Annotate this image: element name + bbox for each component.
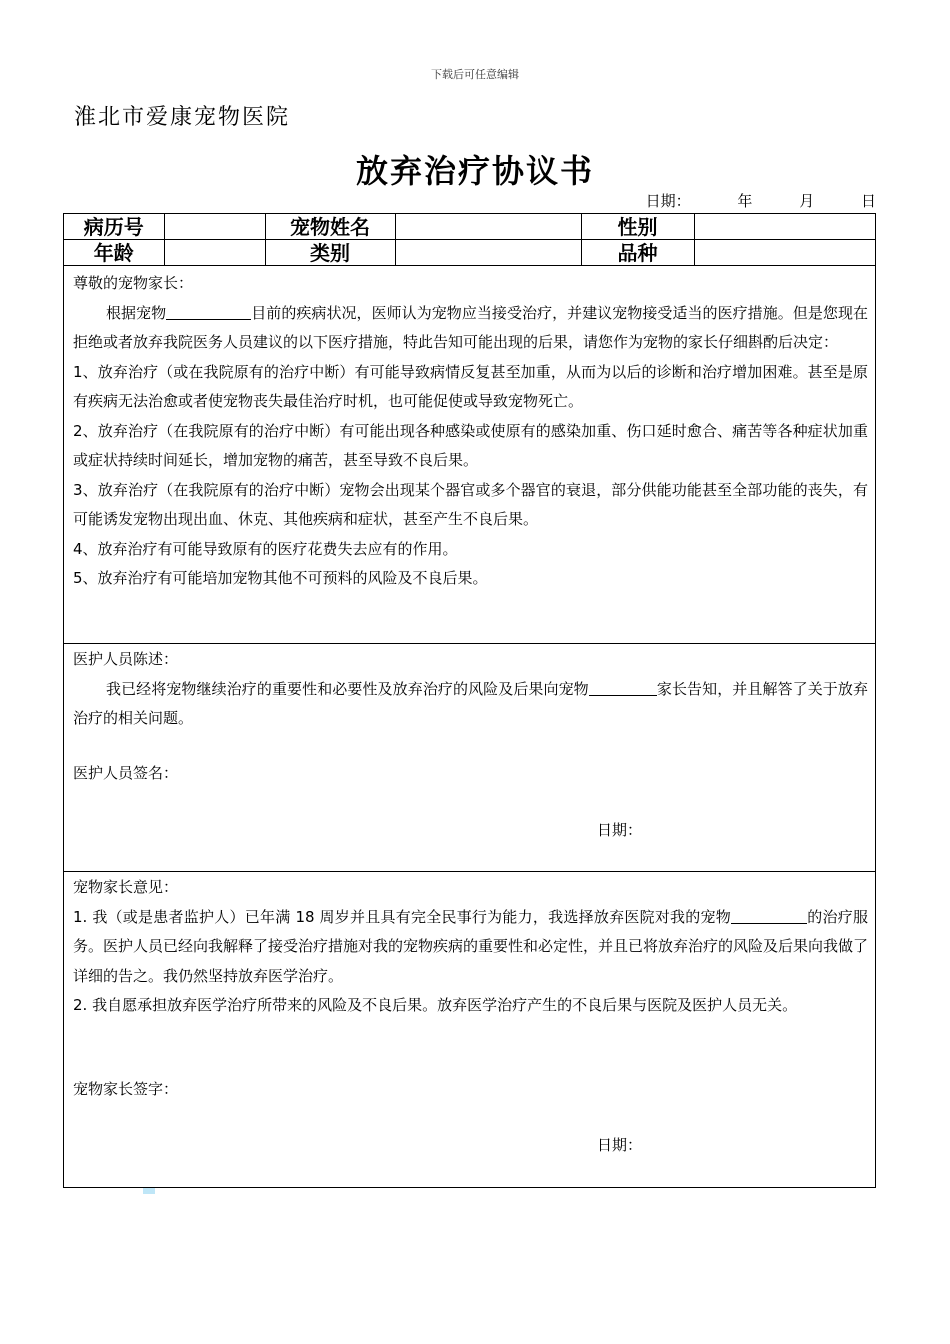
consequence-item-2: 2、放弃治疗（在我院原有的治疗中断）有可能出现各种感染或使原有的感染加重、伤口延时愈合、痛苦等各种症状加重或症状持续时间延长，增加宠物的痛苦，甚至导致不良后果。 bbox=[73, 421, 868, 469]
owner-name-blank[interactable] bbox=[589, 677, 657, 696]
date-year: 年 bbox=[737, 192, 753, 210]
owner-opinion-section bbox=[64, 872, 875, 1188]
pet-name-blank[interactable] bbox=[166, 301, 251, 320]
owner-heading: 宠物家长意见： bbox=[73, 878, 179, 896]
staff-statement bbox=[73, 675, 868, 734]
date-day: 日 bbox=[860, 192, 876, 210]
owner-item-1-a: 1. 我（或是患者监护人）已年满 18 周岁并且具有完全民事行为能力，我选择放弃医院对我的宠物 bbox=[73, 907, 732, 926]
header-note: 下载后可任意编辑 bbox=[431, 68, 519, 81]
date-month: 月 bbox=[799, 192, 815, 210]
notice-text bbox=[73, 269, 868, 594]
age-field[interactable] bbox=[164, 240, 265, 266]
staff-signature-label: 医护人员签名： bbox=[73, 764, 179, 782]
document-title: 放弃治疗协议书 bbox=[355, 152, 594, 190]
pet-name-label: 宠物姓名 bbox=[265, 214, 395, 240]
record-no-field[interactable] bbox=[164, 214, 265, 240]
consequence-item-3: 3、放弃治疗（在我院原有的治疗中断）宠物会出现某个器官或多个器官的衰退，部分供能功能甚至全部功能的丧失，有可能诱发宠物出现出血、休克、其他疾病和症状，甚至产生不良后果。 bbox=[73, 480, 868, 528]
staff-date-label: 日期： bbox=[597, 821, 643, 839]
consequence-item-4: 4、放弃治疗有可能导致原有的医疗花费失去应有的作用。 bbox=[73, 539, 458, 558]
consequence-item-1: 1、放弃治疗（或在我院原有的治疗中断）有可能导致病情反复甚至加重，从而为以后的诊断和治疗增加困难。甚至是原有疾病无法治愈或者使宠物丧失最佳治疗时机，也可能促使或导致宠物死亡。 bbox=[73, 362, 868, 410]
owner-date-label: 日期： bbox=[597, 1136, 643, 1154]
staff-statement-section bbox=[64, 644, 875, 872]
owner-opinion-text bbox=[73, 873, 868, 1021]
owner-item-2: 2. 我自愿承担放弃医学治疗所带来的风险及不良后果。放弃医学治疗产生的不良后果与医院及医护人员无关。 bbox=[73, 996, 798, 1014]
category-label: 类别 bbox=[265, 240, 395, 266]
category-field[interactable] bbox=[395, 240, 581, 266]
staff-heading: 医护人员陈述： bbox=[73, 650, 179, 668]
hospital-name: 淮北市爱康宠物医院 bbox=[74, 105, 291, 130]
staff-statement-b: 家长告知，并且解答了关于放弃治疗的相关问题。 bbox=[73, 679, 868, 727]
agreement-form bbox=[63, 213, 876, 1188]
staff-statement-a: 我已经将宠物继续治疗的重要性和必要性及放弃治疗的风险及后果向宠物 bbox=[106, 679, 589, 698]
date-line bbox=[0, 190, 876, 211]
age-label: 年龄 bbox=[64, 240, 164, 266]
date-label: 日期： bbox=[645, 192, 691, 210]
sex-field[interactable] bbox=[694, 214, 875, 240]
consequence-item-5: 5、放弃治疗有可能培加宠物其他不可预料的风险及不良后果。 bbox=[73, 569, 488, 587]
intro-part-b: 目前的疾病状况，医师认为宠物应当接受治疗，并建议宠物接受适当的医疗措施。但是您现在拒绝或者放弃我院医务人员建议的以下医疗措施，特此告知可能出现的后果，请您作为宠物的家长仔细斟酌后决定： bbox=[73, 303, 868, 351]
pet-name-field[interactable] bbox=[395, 214, 581, 240]
breed-field[interactable] bbox=[694, 240, 875, 266]
owner-signature-label: 宠物家长签字： bbox=[73, 1080, 179, 1098]
pet-info-table bbox=[64, 214, 875, 266]
owner-item-1 bbox=[73, 903, 868, 992]
notice-section bbox=[64, 267, 875, 644]
sex-label: 性别 bbox=[581, 214, 694, 240]
intro-part-a: 根据宠物 bbox=[106, 303, 167, 322]
staff-statement-text bbox=[73, 645, 868, 734]
text-cursor-mark bbox=[143, 1188, 155, 1194]
intro-paragraph bbox=[73, 299, 868, 358]
greeting: 尊敬的宠物家长： bbox=[73, 274, 194, 292]
record-no-label: 病历号 bbox=[64, 214, 164, 240]
breed-label: 品种 bbox=[581, 240, 694, 266]
owner-item-1-b: 的治疗服务。医护人员已经向我解释了接受治疗措施对我的宠物疾病的重要性和必定性，并且已将放弃治疗的风险及后果向我做了详细的告之。我仍然坚持放弃医学治疗。 bbox=[73, 907, 869, 985]
owner-pet-blank[interactable] bbox=[731, 905, 807, 924]
